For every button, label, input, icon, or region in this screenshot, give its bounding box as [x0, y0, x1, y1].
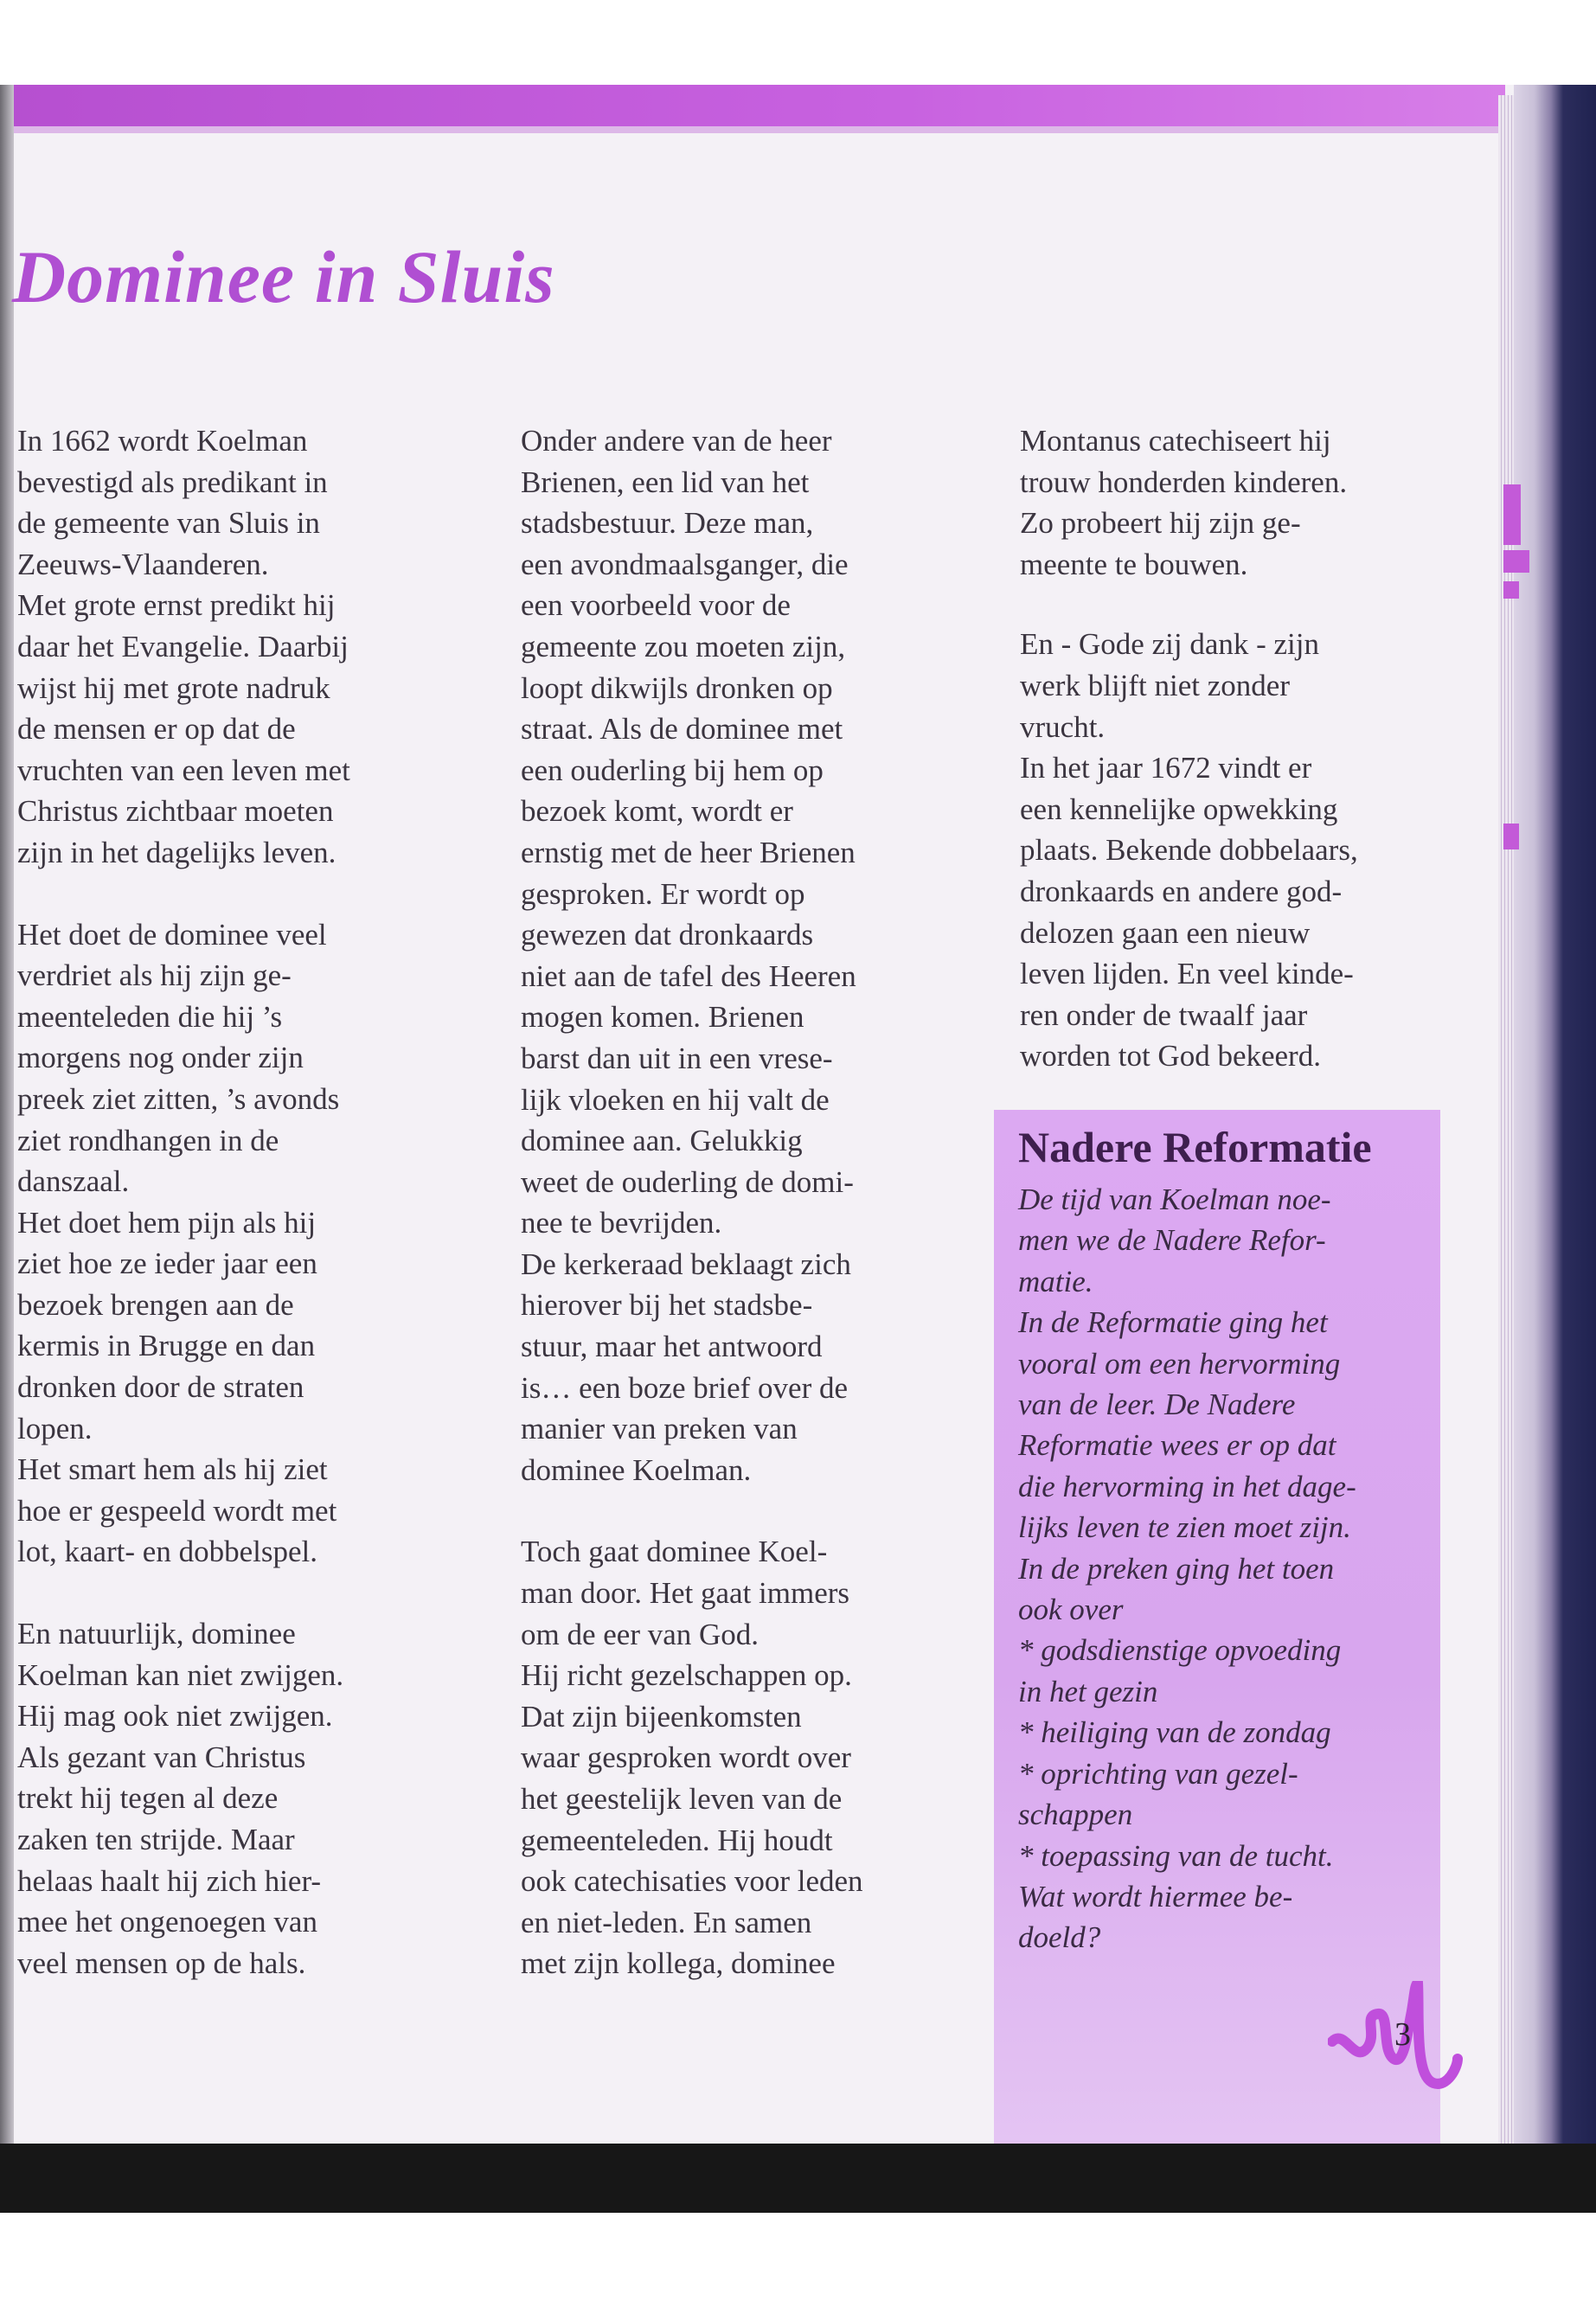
paragraph: Onder andere van de heer Brienen, een lid van het stadsbestuur. Deze man, een avondmaalsganger, die een voorbeeld voor de gemeente zou moeten zijn, loopt dikwijls dronken op straat. Als de dominee met een ouderling bij hem op bezoek komt, wordt er ernstig met de heer Brienen gesproken. Er wordt op gewezen dat dronkaards niet aan de tafel des Heeren mogen komen. Brienen barst dan uit in een vrese- lijk vloeken en hij valt de dominee aan. Gelukkig weet de ouderling de domi- nee te bevrijden. De kerkeraad beklaagt zich hierover bij het stadsbe- stuur, maar het antwoord is… een boze brief over de manier van preken van dominee Koelman. [521, 424, 856, 1487]
sidebar-title: Nadere Reformatie [1018, 1123, 1372, 1171]
text-column-2 [521, 420, 1005, 2025]
page-number: 3 [1394, 2016, 1411, 2053]
text-column-3 [1020, 420, 1470, 1116]
decorative-header-bar [0, 85, 1505, 126]
paragraph: Het doet de dominee veel verdriet als hij zijn ge- meenteleden die hij ’s morgens nog onder zijn preek ziet zitten, ’s avonds ziet rondhangen in de danszaal. Het doet hem pijn als hij ziet hoe ze ieder jaar een bezoek brengen aan de kermis in Brugge en dan dronken door de straten lopen. Het smart hem als hij ziet hoe er gespeeld wordt met lot, kaart- en dobbelspel. [17, 917, 340, 1569]
paragraph: In 1662 wordt Koelman bevestigd als predikant in de gemeente van Sluis in Zeeuws-Vlaanderen. Met grote ernst predikt hij daar het Evangelie. Daarbij wijst hij met grote nadruk de mensen er op dat de vruchten van een leven met Christus zichtbaar moeten zijn in het dagelijks leven. [17, 424, 350, 869]
article-title: Dominee in Sluis [12, 235, 555, 318]
paragraph: En - Gode zij dank - zijn werk blijft niet zonder vrucht. In het jaar 1672 vindt er een kennelijke opwekking plaats. Bekende dobbelaars, dronkaards en andere god- delozen gaan een nieuw leven lijden. En veel kinde- ren onder de twaalf jaar worden tot God bekeerd. [1020, 627, 1358, 1074]
paragraph: Montanus catechiseert hij trouw honderden kinderen. Zo probeert hij zijn ge- meente te bouwen. [1020, 424, 1348, 581]
page-gutter [0, 85, 14, 2144]
paragraph: Toch gaat dominee Koel- man door. Het gaat immers om de eer van God. Hij richt gezelschappen op. Dat zijn bijeenkomsten waar gesproken wordt over het geestelijk leven van de gemeenteleden. Hij houdt ook catechisaties voor leden en niet-leden. En samen met zijn kollega, dominee [521, 1535, 863, 1981]
book-cover-edge [1514, 85, 1596, 2171]
text-column-1 [17, 420, 502, 2024]
paragraph: En natuurlijk, dominee Koelman kan niet zwijgen. Hij mag ook niet zwijgen. Als gezant van Christus trekt hij tegen al deze zaken ten strijde. Maar helaas haalt hij zich hier- mee het ongenoegen van veel mensen op de hals. [17, 1617, 344, 1980]
sidebar-body: De tijd van Koelman noe- men we de Nadere Refor- matie. In de Reformatie ging het vooral om een hervorming van de leer. De Nadere Reformatie wees er op dat die hervorming in het dage- lijks leven te zien moet zijn. In de preken ging het toen ook over * godsdienstige opvoeding in het gezin * heiliging van de zondag * oprichting van gezel- schappen * toepassing van de tucht. Wat wordt hiermee be- doeld? [1018, 1183, 1356, 1955]
thumb-index-marks [1503, 467, 1529, 855]
scan-background [0, 2144, 1596, 2301]
